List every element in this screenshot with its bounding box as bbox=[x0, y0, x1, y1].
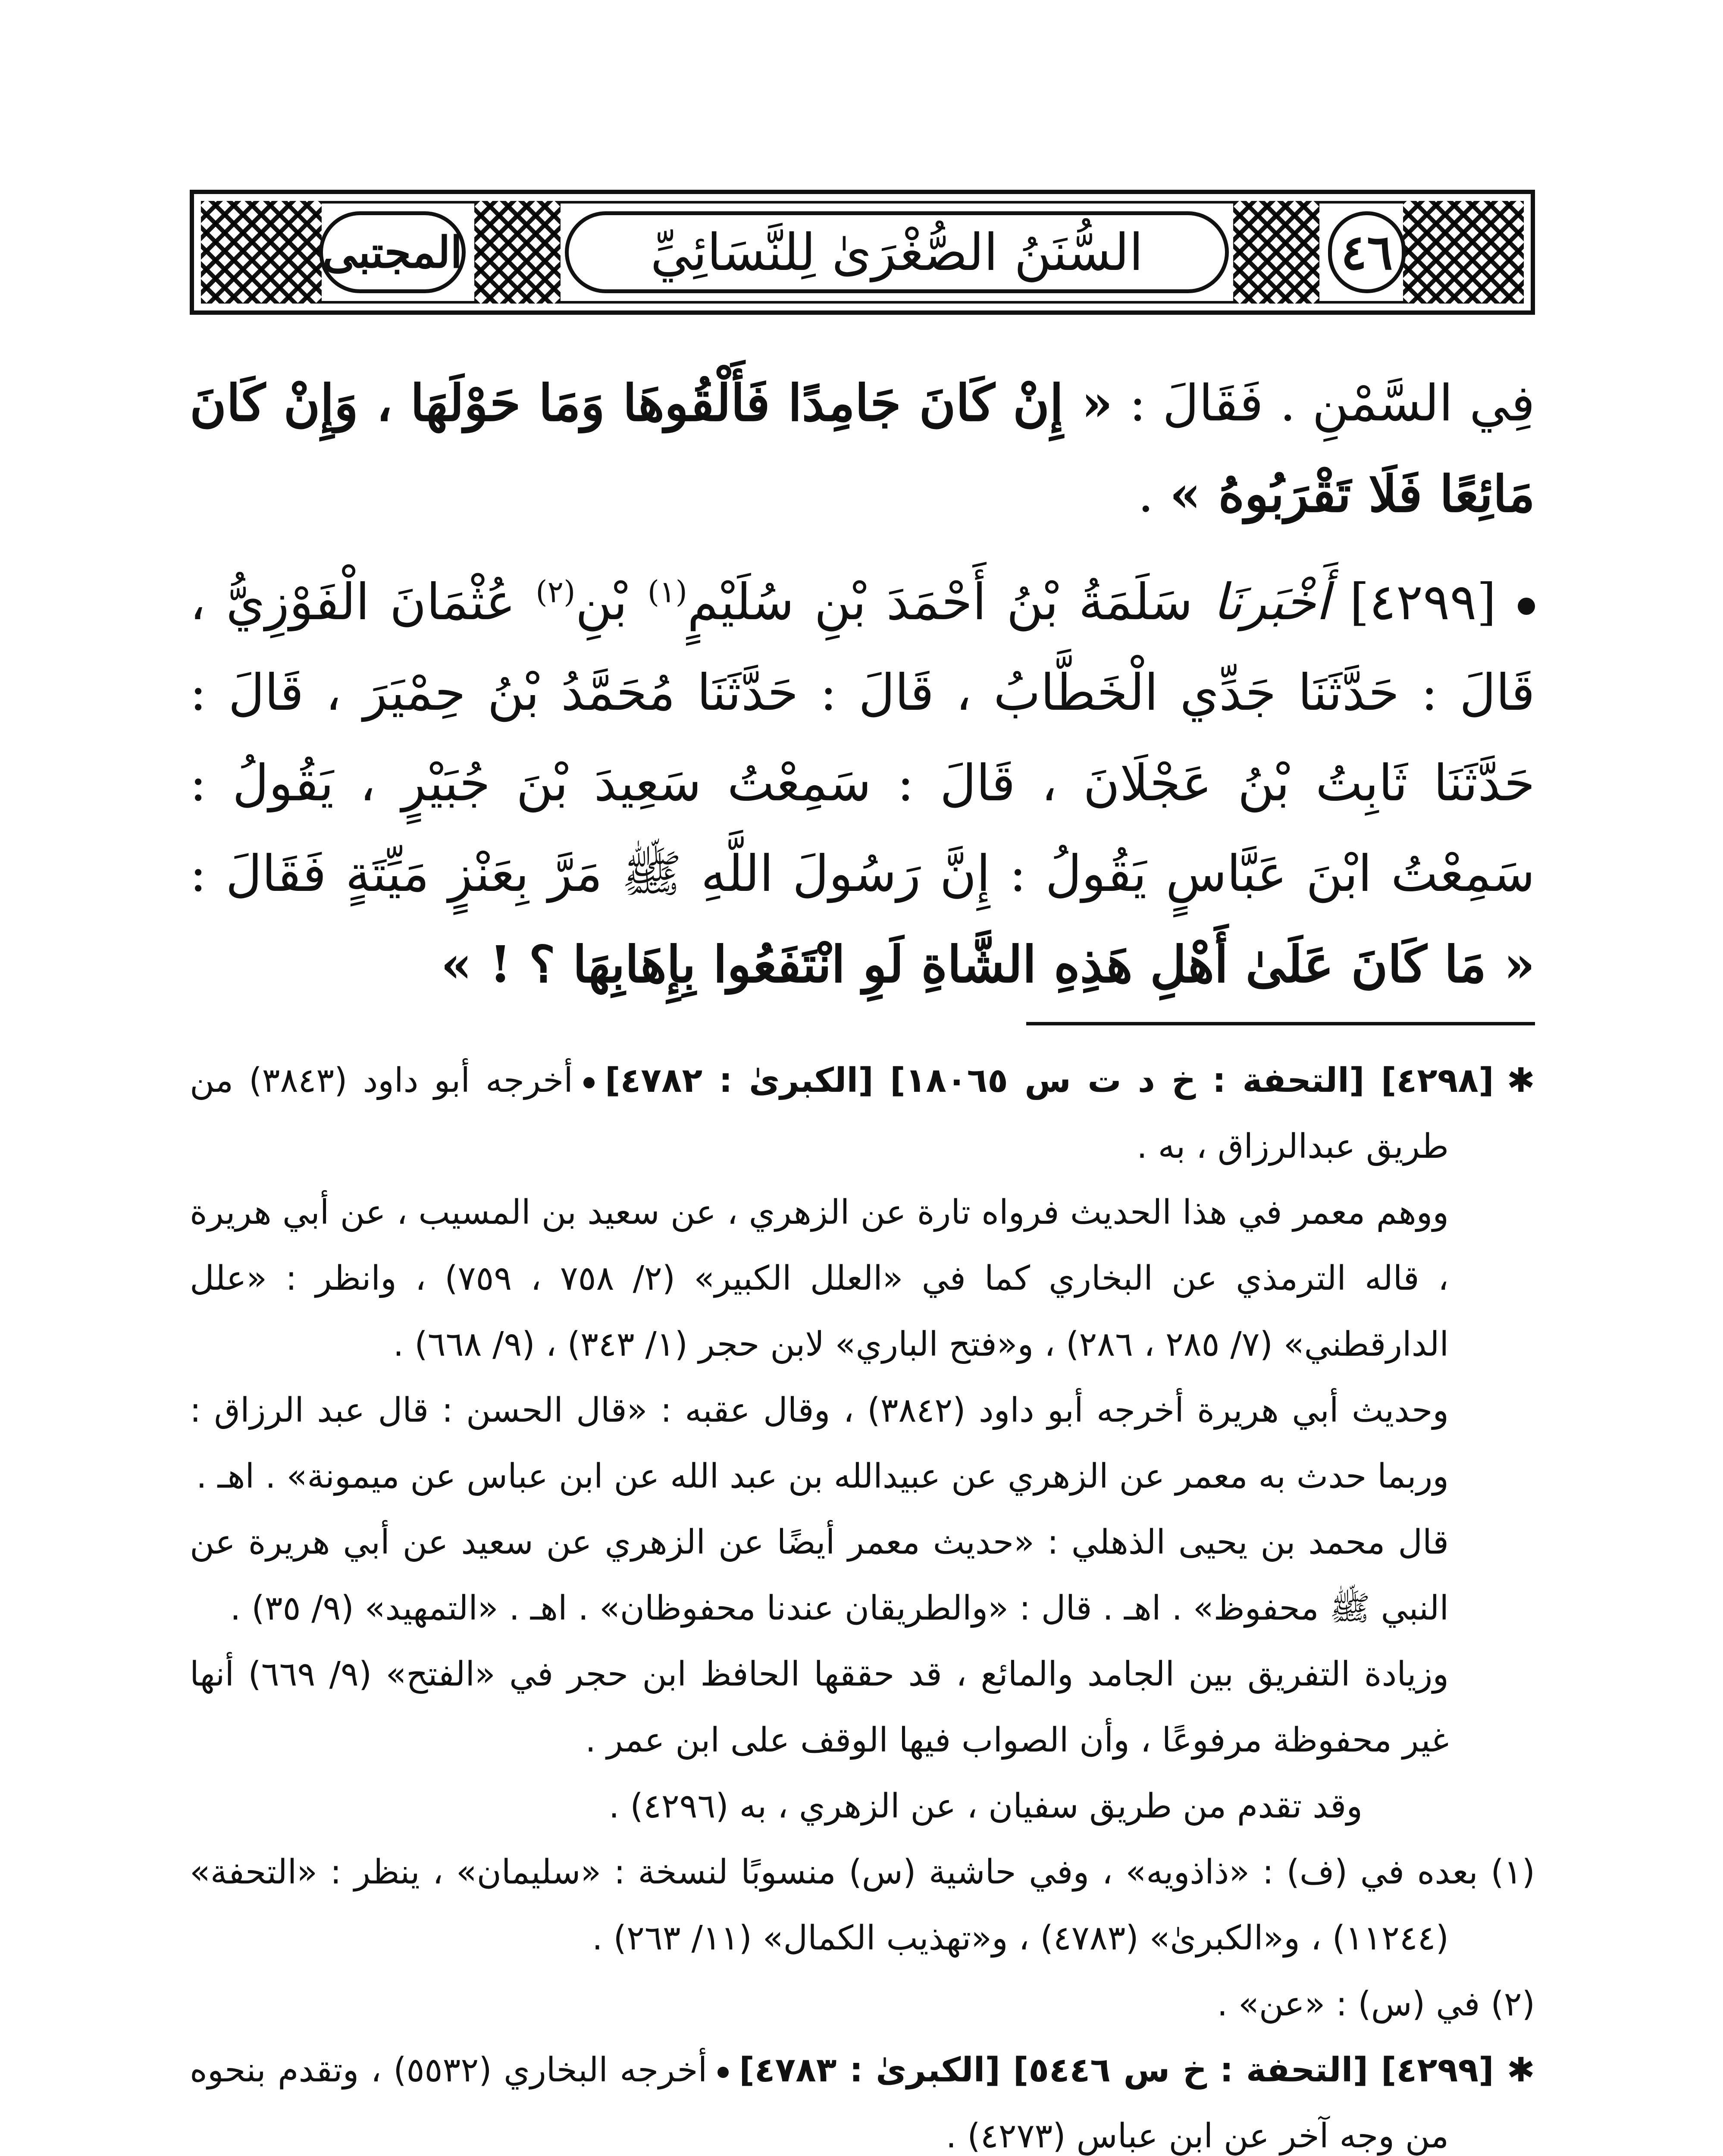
series-title-cartouche bbox=[319, 211, 466, 293]
hadith-continuation bbox=[190, 358, 1535, 540]
footnote-marker-2: (٢) bbox=[536, 574, 576, 610]
ornament-icon bbox=[474, 201, 561, 304]
book-title-cartouche bbox=[565, 211, 1229, 293]
hadith-number: [٤٢٩٩] bbox=[1350, 573, 1496, 631]
ornament-icon bbox=[201, 201, 322, 304]
akhbarana: أَخْبَرنَا bbox=[1212, 573, 1330, 631]
series-title: المجتبى bbox=[322, 227, 463, 278]
note-paragraph: قال محمد بن يحيى الذهلي : «حديث معمر أيضًا عن الزهري عن سعيد عن أبي هريرة عن النبي ﷺ محفوظ» . اهـ . قال : «والطريقان عندنا محفوظان» . اهـ . «التمهيد» (٩/ ٣٥) . bbox=[190, 1523, 1449, 1628]
isnad-part: بْنِ bbox=[575, 573, 648, 631]
ornament-icon bbox=[1403, 201, 1524, 304]
footnotes bbox=[190, 1048, 1535, 2156]
note-4299 bbox=[190, 2037, 1535, 2156]
footnote-2: (٢) في (س) : «عن» . bbox=[1217, 1985, 1535, 2024]
main-text bbox=[190, 358, 1535, 1010]
ornament-icon bbox=[1233, 201, 1319, 304]
bullet-icon bbox=[1518, 598, 1535, 615]
narration-text: فِي السَّمْنِ . فَقَالَ : bbox=[1112, 374, 1535, 432]
note-paragraph: ووهم معمر في هذا الحديث فرواه تارة عن الزهري ، عن سعيد بن المسيب ، عن أبي هريرة ، قاله الترمذي عن البخاري كما في «العلل الكبير» (٢/ ٧٥٨ ، ٧٥٩) ، وانظر : «علل الدارقطني» (٧/ ٢٨٥ ، ٢٨٦) ، و«فتح الباري» لابن حجر (١/ ٣٤٣) ، (٩/ ٦٦٨) . bbox=[190, 1193, 1449, 1364]
note-4298 bbox=[190, 1048, 1535, 1180]
prophetic-saying: « إِنْ كَانَ جَامِدًا فَأَلْقُوهَا وَمَا حَوْلَهَا ، وَإِنْ كَانَ مَائِعًا فَلَا تَقْرَبُوهُ » bbox=[190, 374, 1535, 523]
note-paragraph: وزيادة التفريق بين الجامد والمائع ، قد حققها الحافظ ابن حجر في «الفتح» (٩/ ٦٦٩) أنها غير محفوظة مرفوعًا ، وأن الصواب فيها الوقف على ابن عمر . bbox=[190, 1655, 1449, 1760]
note-reference: [٤٢٩٨] [التحفة : خ د ت س ١٨٠٦٥] [الكبرىٰ : ٤٧٨٢] bbox=[605, 1061, 1494, 1100]
footnote-marker-1: (١) bbox=[647, 574, 687, 610]
footnote-1: (١) بعده في (ف) : «ذاذويه» ، وفي حاشية (س) منسوبًا لنسخة : «سليمان» ، ينظر : «التحفة» (١١٢٤٤) ، و«الكبرىٰ» (٤٧٨٣) ، و«تهذيب الكمال» (١١/ ٢٦٣) . bbox=[190, 1853, 1535, 1958]
hadith-4299 bbox=[190, 557, 1535, 1010]
asterisk-icon: ✱ bbox=[1507, 1061, 1535, 1100]
bullet-icon bbox=[717, 2067, 729, 2078]
isnad-part: سَلَمَةُ بْنُ أَحْمَدَ بْنِ سُلَيْمٍ bbox=[687, 573, 1213, 631]
note-paragraph: وحديث أبي هريرة أخرجه أبو داود (٣٨٤٢) ، وقال عقبه : «قال الحسن : قال عبد الرزاق : وربما حدث به معمر عن الزهري عن عبيدالله بن عبد الله عن ابن عباس عن ميمونة» . اهـ . bbox=[190, 1391, 1449, 1496]
book-title: السُّنَنُ الصُّغْرَىٰ لِلنَّسَائِيِّ bbox=[650, 222, 1143, 282]
note-reference: [٤٢٩٩] [التحفة : خ س ٥٤٤٦] [الكبرىٰ : ٤٧٨٣] bbox=[739, 2051, 1494, 2090]
note-paragraph: وقد تقدم من طريق سفيان ، عن الزهري ، به (٤٢٩٦) . bbox=[608, 1787, 1363, 1826]
isnad-part: عُثْمَانَ الْفَوْزِيُّ ، قَالَ : حَدَّثَنَا جَدِّي الْخَطَّابُ ، قَالَ : حَدَّثَنَا مُحَمَّدُ بْنُ حِمْيَرَ ، قَالَ : حَدَّثَنَا ثَابِتُ بْنُ عَجْلَانَ ، قَالَ : سَمِعْتُ سَعِيدَ بْنَ جُبَيْرٍ ، يَقُولُ : سَمِعْتُ ابْنَ عَبَّاسٍ يَقُولُ : إِنَّ رَسُولَ اللَّهِ ﷺ مَرَّ بِعَنْزٍ مَيِّتَةٍ فَقَالَ : bbox=[190, 573, 1535, 903]
page-header bbox=[190, 190, 1535, 315]
note-text: أخرجه البخاري (٥٥٣٢) ، وتقدم بنحوه من وجه آخر عن ابن عباس (٤٢٧٣) . bbox=[190, 2051, 1449, 2156]
note-text: أخرجه أبو داود (٣٨٤٣) من طريق عبدالرزاق ، به . bbox=[190, 1061, 1449, 1166]
bullet-icon bbox=[583, 1077, 595, 1088]
asterisk-icon: ✱ bbox=[1507, 2051, 1535, 2090]
page-number-cartouche bbox=[1328, 211, 1406, 293]
period: . bbox=[1137, 465, 1170, 523]
page-number: ٤٦ bbox=[1341, 224, 1393, 281]
footnote-separator bbox=[1026, 1022, 1535, 1025]
prophetic-saying: « مَا كَانَ عَلَىٰ أَهْلِ هَذِهِ الشَّاةِ لَوِ انْتَفَعُوا بِإِهَابِهَا ؟ ! » bbox=[441, 935, 1535, 994]
